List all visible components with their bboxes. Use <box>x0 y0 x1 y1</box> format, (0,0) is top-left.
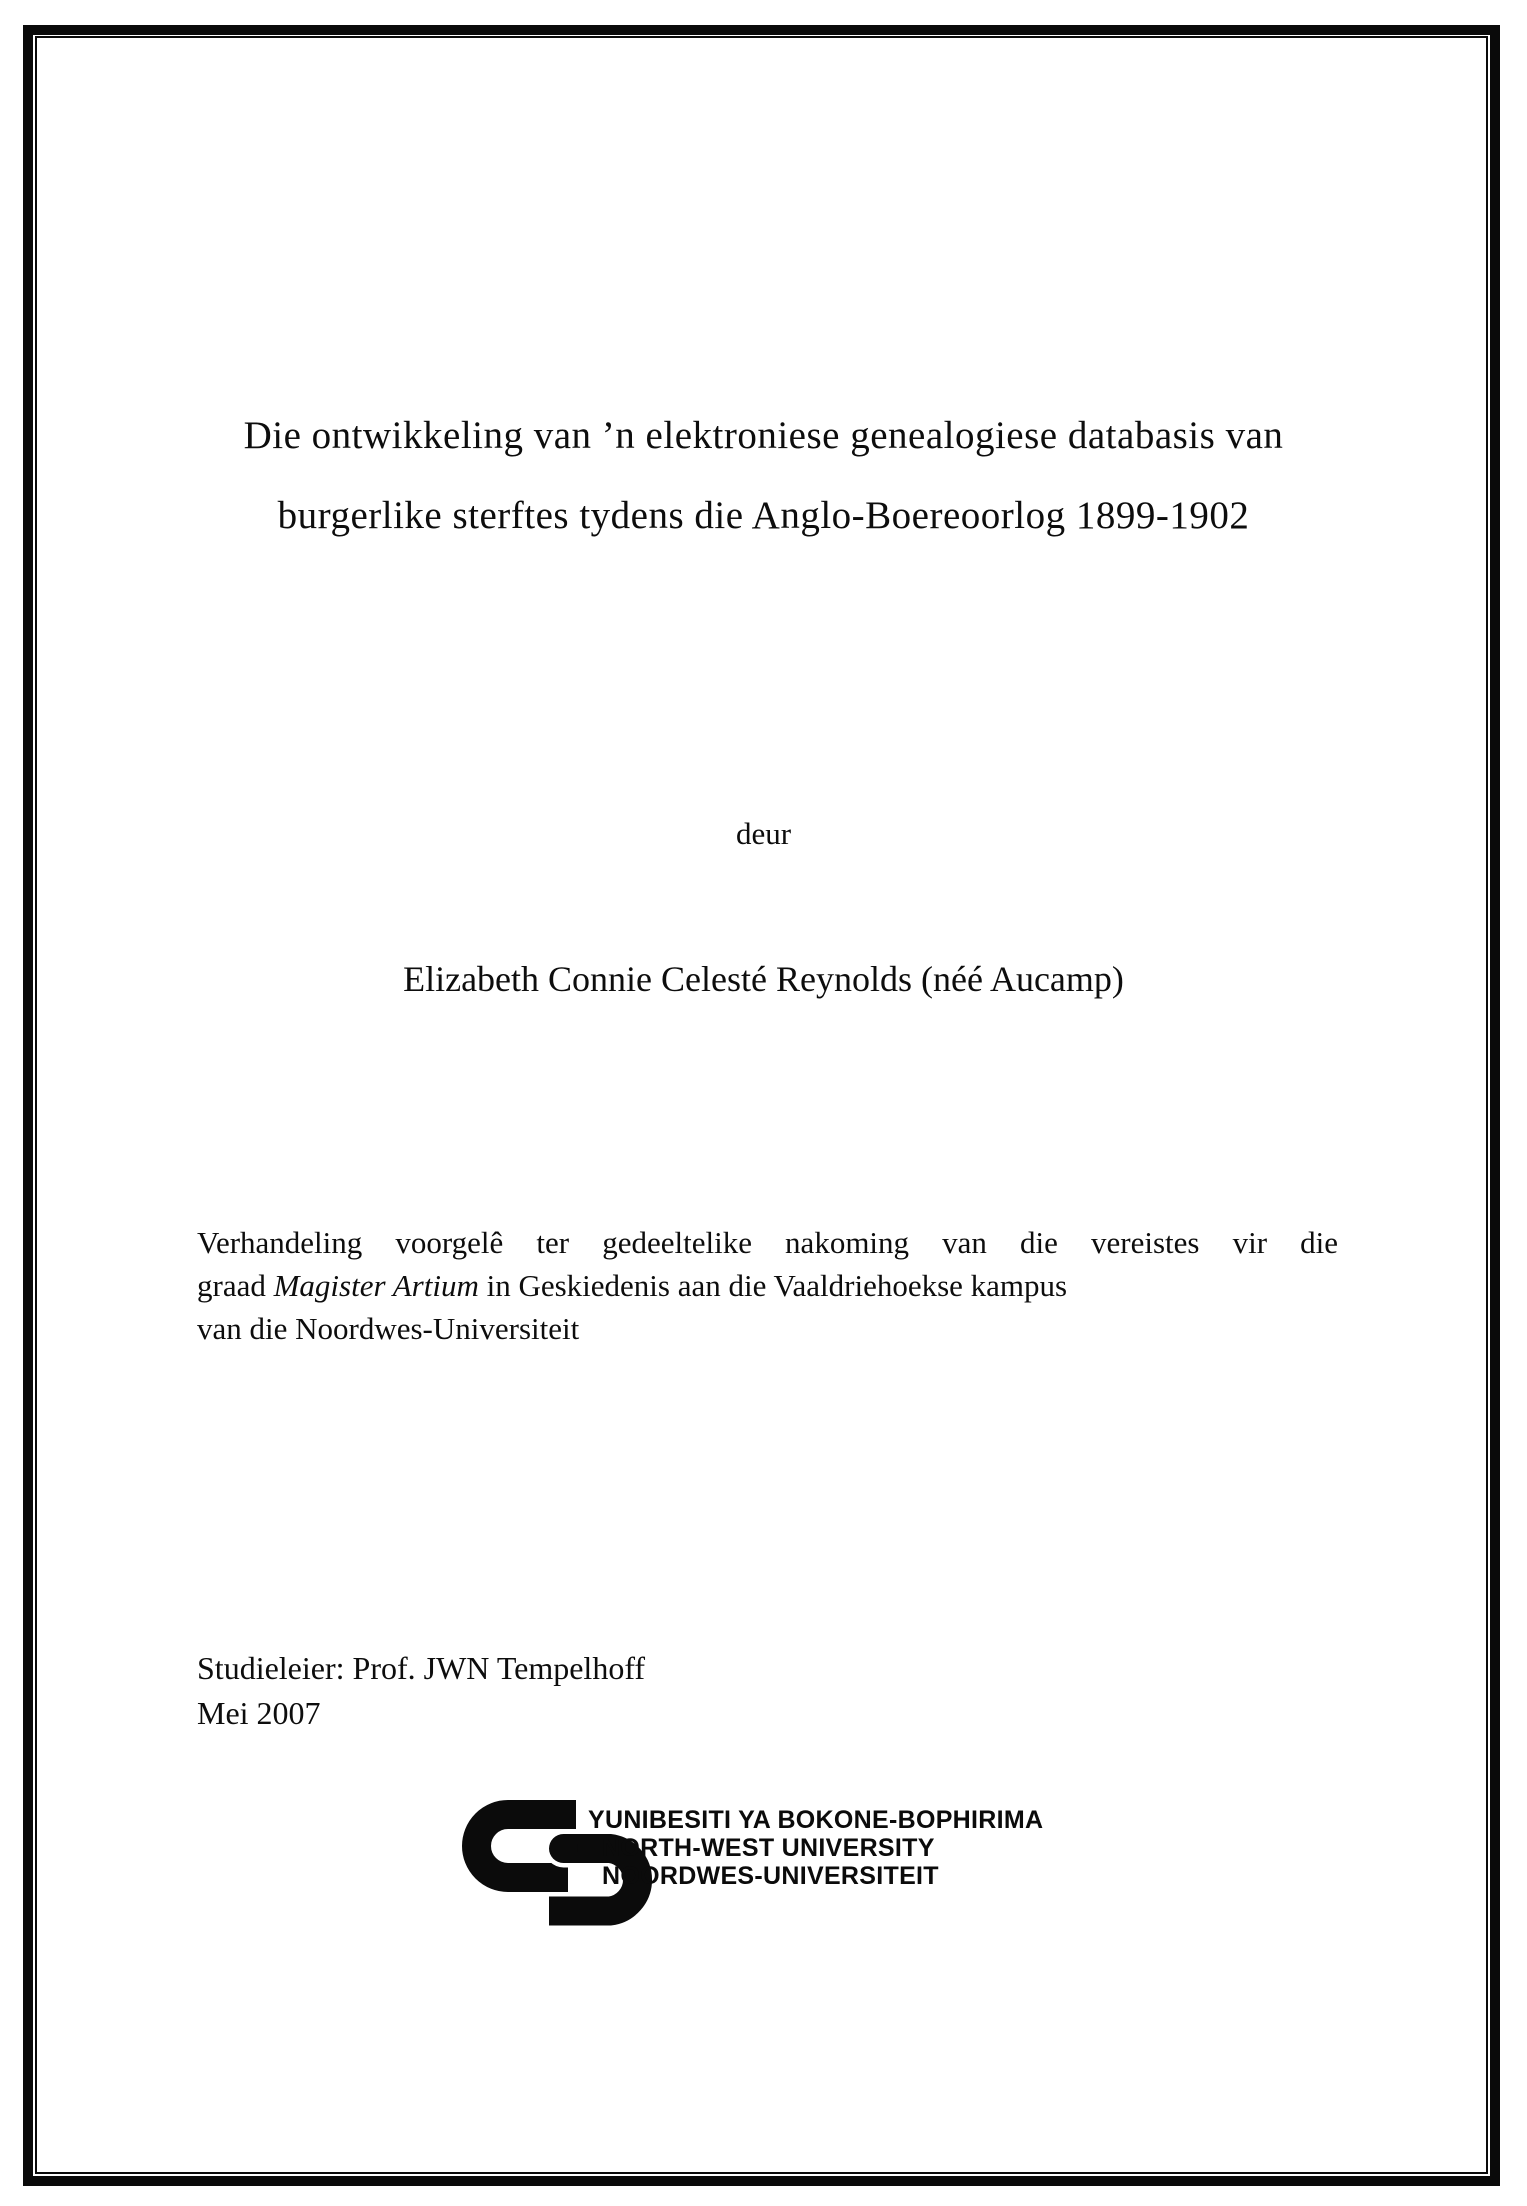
byline-deur: deur <box>735 816 792 851</box>
university-name-block <box>588 1806 1043 1890</box>
university-name-setswana: YUNIBESITI YA BOKONE-BOPHIRIMA <box>588 1806 1044 1834</box>
supervisor-block <box>197 1646 645 1736</box>
university-name-english: NORTH-WEST UNIVERSITY <box>602 1834 935 1862</box>
thesis-title-line1: Die ontwikkeling van ’n elektroniese genealogiese databasis van <box>243 414 1284 457</box>
degree-statement-line2 <box>197 1264 1338 1307</box>
supervisor-line: Studieleier: Prof. JWN Tempelhoff <box>197 1650 646 1686</box>
degree-statement-line2-suffix: in Geskiedenis aan die Vaaldriehoekse kampus <box>478 1268 1068 1303</box>
degree-statement-line1: Verhandeling voorgelê ter gedeeltelike nakoming van die vereistes vir die <box>197 1225 1338 1260</box>
thesis-title <box>110 396 1417 556</box>
degree-statement-line3: van die Noordwes-Universiteit <box>197 1311 580 1346</box>
author-name: Elizabeth Connie Celesté Reynolds (néé Aucamp) <box>403 959 1124 999</box>
university-name-afrikaans: NOORDWES-UNIVERSITEIT <box>602 1862 939 1890</box>
degree-statement <box>197 1221 1338 1350</box>
degree-statement-line2-prefix: graad <box>197 1268 274 1303</box>
degree-name-italic: Magister Artium <box>273 1268 479 1303</box>
thesis-title-line2: burgerlike sterftes tydens die Anglo-Boereoorlog 1899-1902 <box>277 494 1250 537</box>
date-line: Mei 2007 <box>197 1695 321 1731</box>
